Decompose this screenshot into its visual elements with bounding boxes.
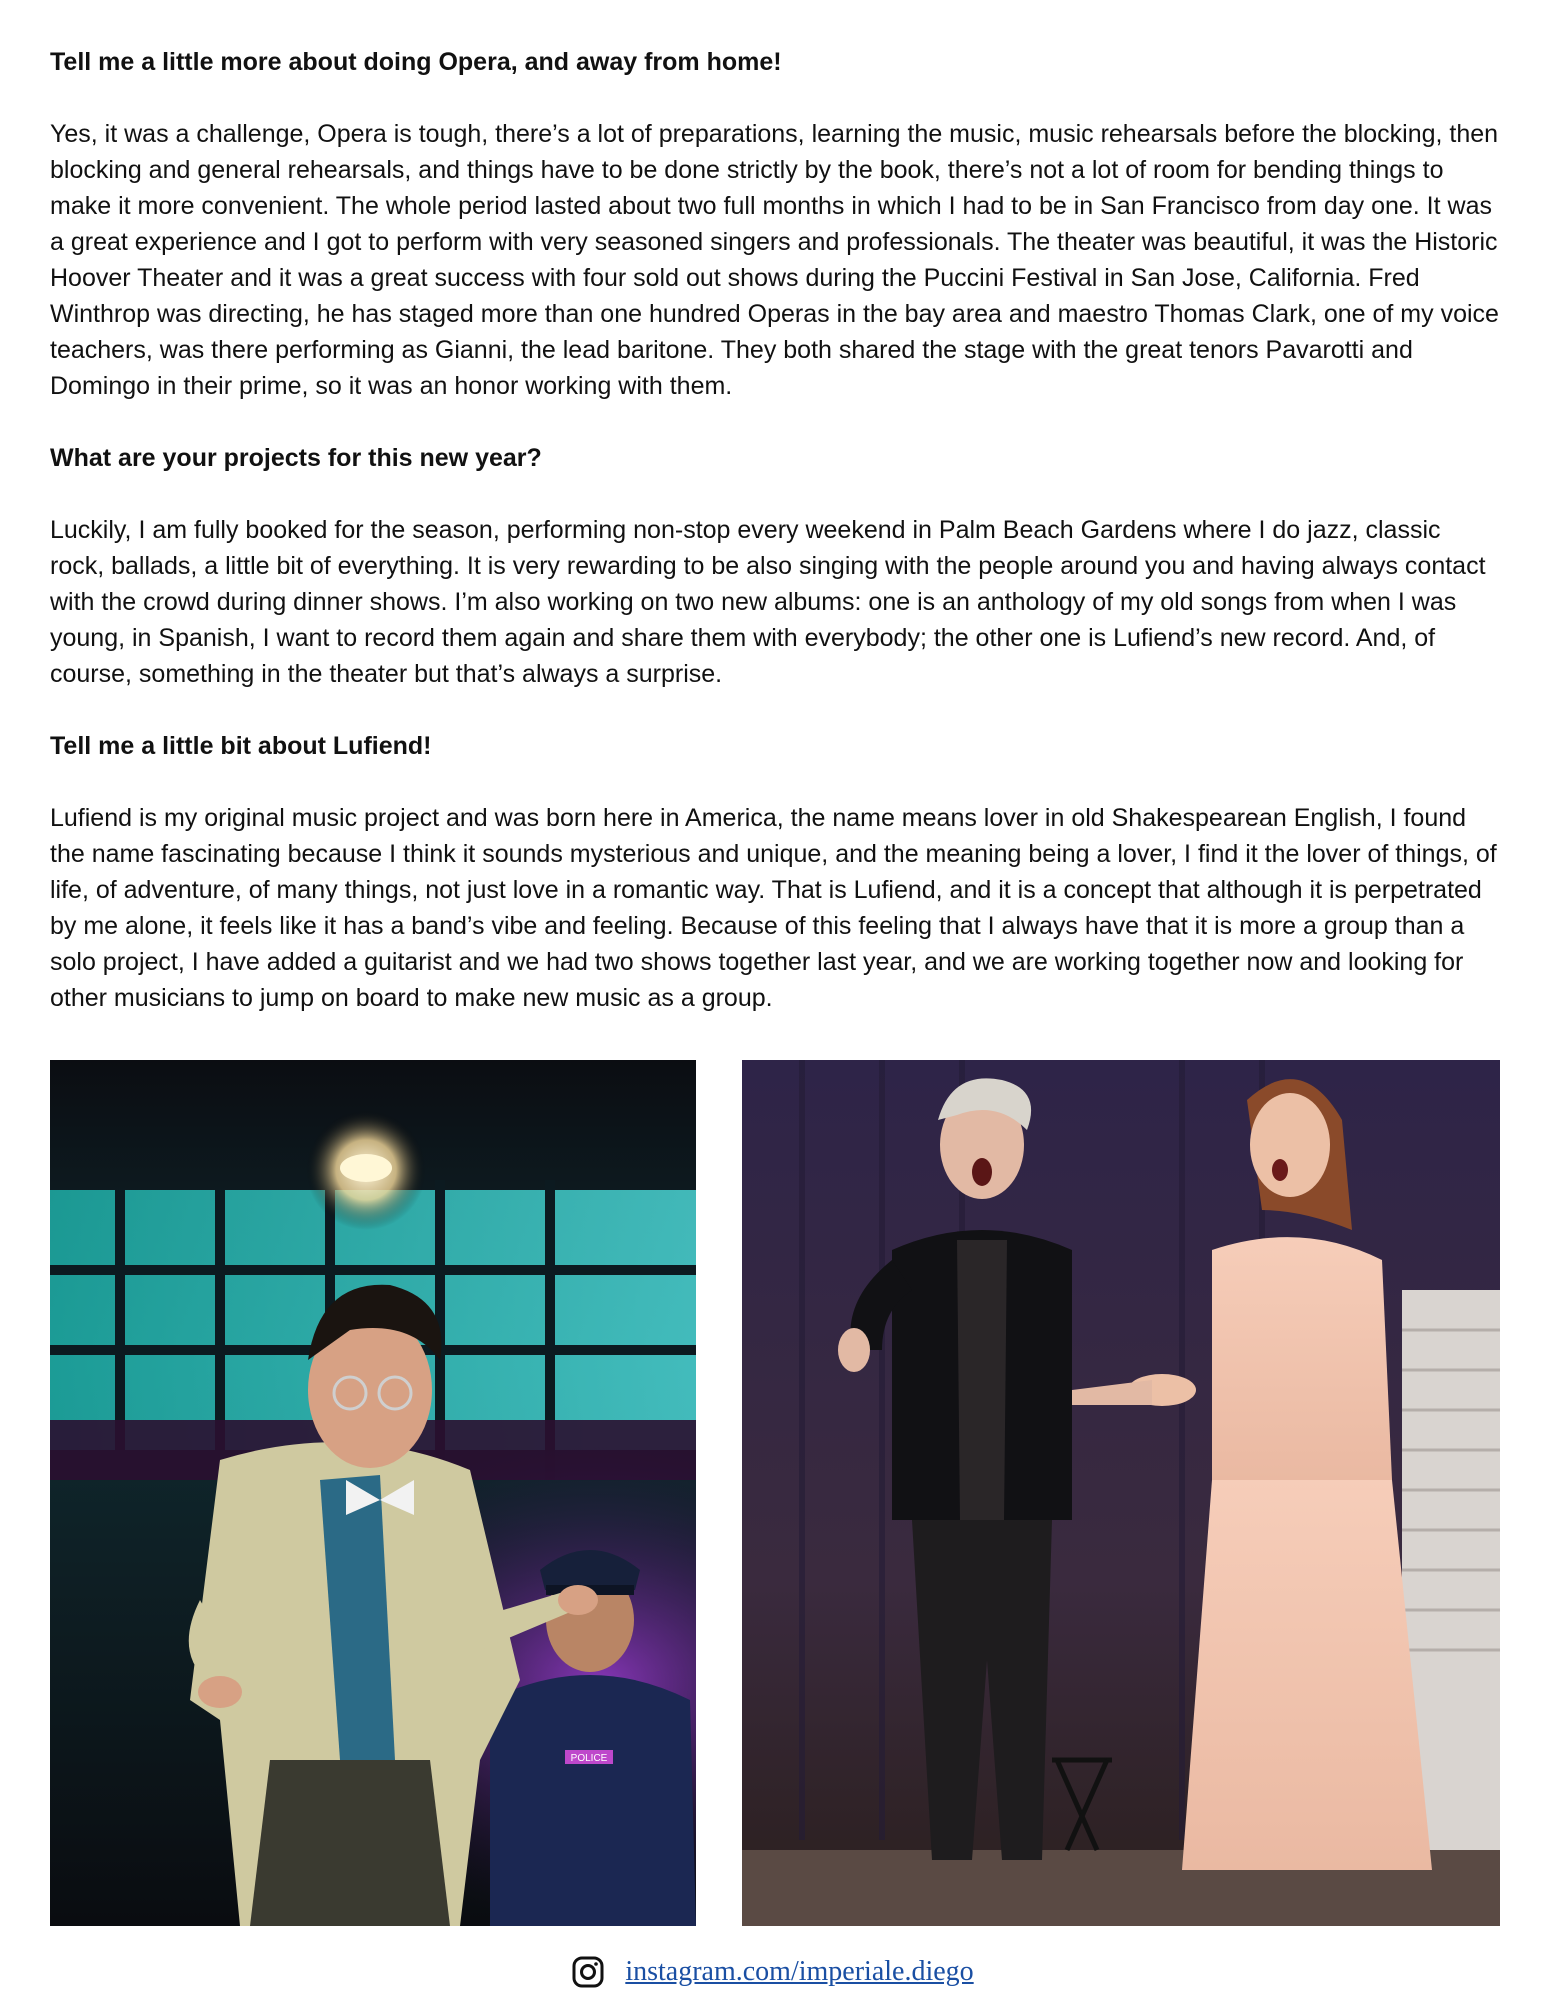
article-body <box>50 44 1500 1052</box>
question-heading: Tell me a little bit about Lufiend! <box>50 732 432 760</box>
stage-photo-duet-singers <box>742 1060 1500 1926</box>
police-badge-text: POLICE <box>570 1753 608 1764</box>
question-heading: What are your projects for this new year? <box>50 444 542 472</box>
answer-paragraph: Yes, it was a challenge, Opera is tough, there’s a lot of preparations, learning the music, music rehearsals before the blocking, then blocking and general rehearsals, and things have to be done strictly by the book, there’s not a lot of room for bending things to make it more convenient. The whole period lasted about two full months in which I had to be in San Francisco from day one. It was a great experience and I got to perform with very seasoned singers and professionals. The theater was beautiful, it was the Historic Hoover Theater and it was a great success with four sold out shows during the Puccini Festival in San Jose, California. Fred Winthrop was directing, he has staged more than one hundred Operas in the bay area and maestro Thomas Clark, one of my voice teachers, was there performing as Gianni, the lead baritone. They both shared the stage with the great tenors Pavarotti and Domingo in their prime, so it was an honor working with them. <box>50 120 1499 400</box>
instagram-link[interactable]: instagram.com/imperiale.diego <box>625 1956 974 1987</box>
instagram-icon <box>571 1955 605 1989</box>
stage-photo-comedic-performer <box>50 1060 696 1926</box>
answer-paragraph: Lufiend is my original music project and was born here in America, the name means lover in old Shakespearean English, I found the name fascinating because I think it sounds mysterious and unique, and the meaning being a lover, I find it the lover of things, of life, of adventure, of many things, not just love in a romantic way. That is Lufiend, and it is a concept that although it is perpetrated by me alone, it feels like it has a band’s vibe and feeling. Because of this feeling that I always have that it is more a group than a solo project, I have added a guitarist and we had two shows together last year, and we are working together now and looking for other musicians to jump on board to make new music as a group. <box>50 804 1497 1012</box>
footer <box>0 1950 1545 1994</box>
answer-paragraph: Luckily, I am fully booked for the season, performing non-stop every weekend in Palm Beach Gardens where I do jazz, classic rock, ballads, a little bit of everything. It is very rewarding to be also singing with the people around you and having always contact with the crowd during dinner shows. I’m also working on two new albums: one is an anthology of my old songs from when I was young, in Spanish, I want to record them again and share them with everybody; the other one is Lufiend’s new record. And, of course, something in the theater but that’s always a surprise. <box>50 516 1486 688</box>
question-heading: Tell me a little more about doing Opera, and away from home! <box>50 48 782 76</box>
photo-row <box>50 1060 1500 1926</box>
